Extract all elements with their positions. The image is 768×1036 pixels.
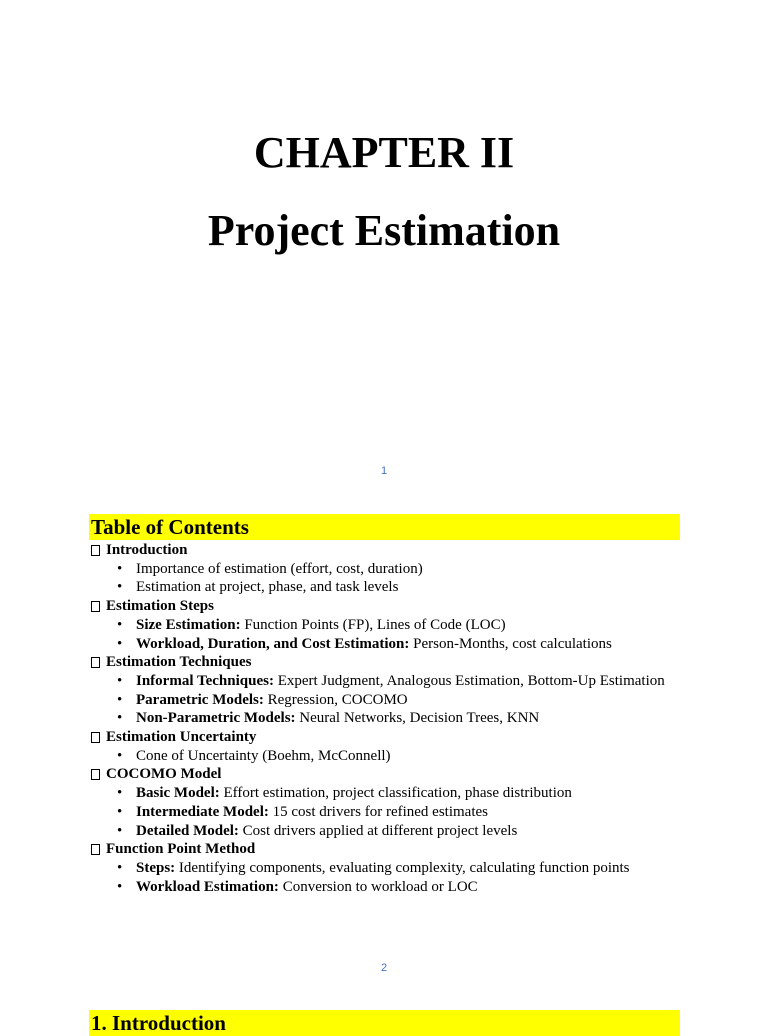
bullet-icon: •	[117, 803, 123, 820]
checkbox-square-icon	[91, 601, 100, 612]
toc-item-label: Steps:	[136, 859, 176, 876]
toc-item-label: Parametric Models:	[136, 691, 264, 708]
toc-item-list	[91, 672, 679, 728]
toc-item	[91, 784, 679, 803]
toc-item	[91, 691, 679, 710]
toc-item	[91, 803, 679, 822]
toc-section	[91, 840, 679, 859]
toc-item	[91, 560, 679, 579]
toc-item	[91, 709, 679, 728]
toc-item-text: Expert Judgment, Analogous Estimation, Bottom-Up Estimation	[273, 672, 665, 689]
toc-item-list	[91, 859, 679, 896]
toc-item-text: Function Points (FP), Lines of Code (LOC)	[240, 616, 506, 633]
chapter-number: CHAPTER II	[253, 128, 515, 177]
toc-section-title: COCOMO Model	[106, 766, 222, 783]
toc-item-label: Workload Estimation:	[136, 878, 279, 895]
toc-item-text: Cost drivers applied at different project levels	[238, 822, 518, 839]
toc-item-list	[91, 560, 679, 597]
chapter-title: Project Estimation	[207, 206, 561, 255]
toc-item	[91, 878, 679, 897]
checkbox-square-icon	[91, 769, 100, 780]
bullet-icon: •	[117, 672, 123, 689]
bullet-icon: •	[117, 635, 123, 652]
toc-item-label: Non-Parametric Models:	[136, 710, 296, 727]
toc-item-list	[91, 616, 679, 653]
toc-section	[91, 728, 679, 747]
toc-item	[91, 672, 679, 691]
bullet-icon: •	[117, 747, 123, 764]
toc-section	[91, 653, 679, 672]
bullet-icon: •	[117, 878, 123, 895]
toc-item	[91, 635, 679, 654]
toc-item-label: Detailed Model:	[136, 822, 239, 839]
toc-item-text: Effort estimation, project classification, phase distribution	[219, 785, 572, 802]
bullet-icon: •	[117, 785, 123, 802]
bullet-icon: •	[117, 691, 123, 708]
section-heading: 1. Introduction	[89, 1010, 680, 1036]
toc-item-text: Person-Months, cost calculations	[409, 635, 612, 652]
checkbox-square-icon	[91, 657, 100, 668]
toc-item-text: Identifying components, evaluating complexity, calculating function points	[175, 859, 630, 876]
toc-item-text: Importance of estimation (effort, cost, duration)	[136, 560, 423, 577]
toc-section	[91, 541, 679, 560]
page-number: 1	[380, 465, 388, 477]
toc-section-title: Estimation Steps	[106, 598, 214, 615]
toc-item-label: Workload, Duration, and Cost Estimation:	[136, 635, 410, 652]
toc-item-text: Estimation at project, phase, and task levels	[136, 579, 399, 596]
bullet-icon: •	[117, 710, 123, 727]
page-number: 2	[380, 962, 388, 974]
toc-item-label: Size Estimation:	[136, 616, 241, 633]
toc-item	[91, 616, 679, 635]
toc-item-text: 15 cost drivers for refined estimates	[268, 803, 488, 820]
toc-heading: Table of Contents	[89, 514, 680, 540]
toc-item-label: Informal Techniques:	[136, 672, 274, 689]
checkbox-square-icon	[91, 844, 100, 855]
toc-item-list	[91, 747, 679, 766]
toc-item-label: Intermediate Model:	[136, 803, 269, 820]
bullet-icon: •	[117, 579, 123, 596]
bullet-icon: •	[117, 822, 123, 839]
bullet-icon: •	[117, 859, 123, 876]
toc-section-title: Function Point Method	[106, 841, 256, 858]
toc-section	[91, 765, 679, 784]
toc-item-text: Conversion to workload or LOC	[278, 878, 478, 895]
bullet-icon: •	[117, 560, 123, 577]
toc-item	[91, 859, 679, 878]
toc-item-label: Basic Model:	[136, 785, 220, 802]
bullet-icon: •	[117, 616, 123, 633]
toc-section-title: Estimation Uncertainty	[106, 729, 257, 746]
toc-item	[91, 822, 679, 841]
toc-section	[91, 597, 679, 616]
checkbox-square-icon	[91, 545, 100, 556]
toc-item	[91, 578, 679, 597]
toc-section-title: Introduction	[106, 542, 188, 558]
toc-item-list	[91, 784, 679, 840]
checkbox-square-icon	[91, 732, 100, 743]
toc-item-text: Neural Networks, Decision Trees, KNN	[295, 710, 540, 727]
toc-section-title: Estimation Techniques	[106, 654, 252, 671]
toc-item-text: Cone of Uncertainty (Boehm, McConnell)	[136, 747, 391, 764]
toc-item-text: Regression, COCOMO	[263, 691, 408, 708]
toc-item	[91, 747, 679, 766]
table-of-contents	[91, 541, 679, 896]
